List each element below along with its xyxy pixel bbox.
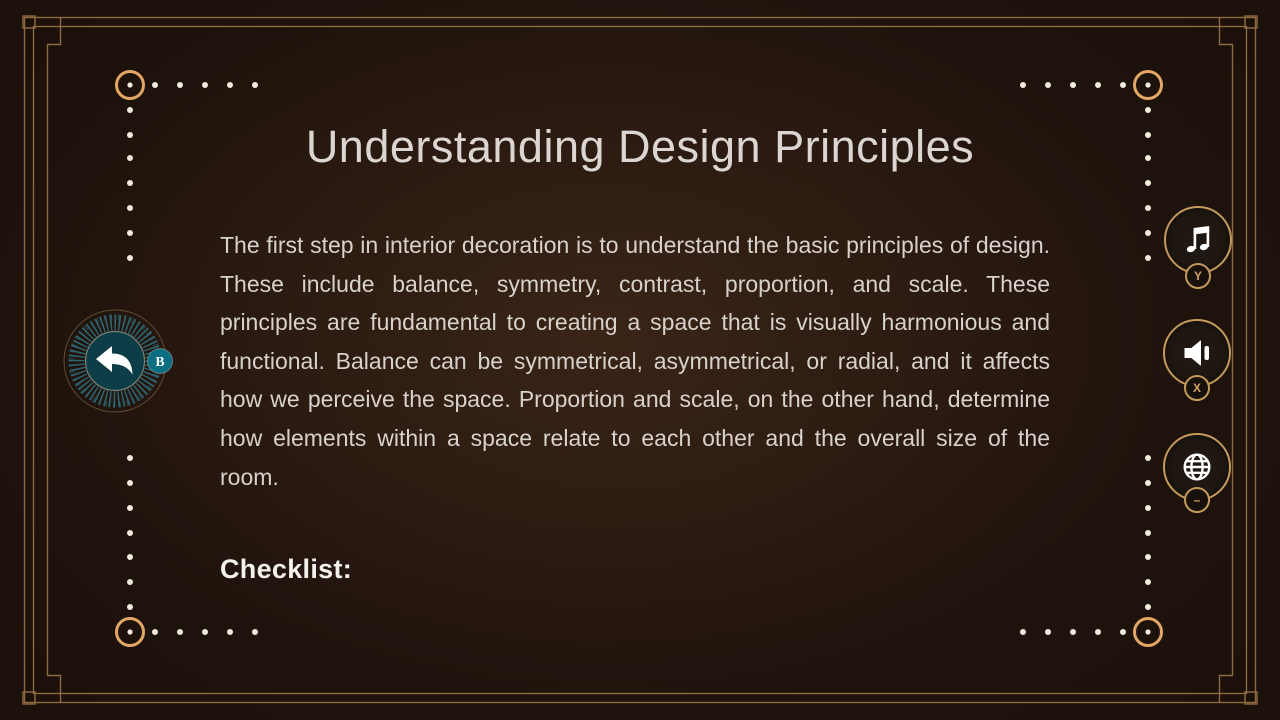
speaker-icon (1177, 333, 1217, 373)
volume-button[interactable] (1163, 319, 1231, 413)
svg-text:B: B (155, 354, 165, 369)
music-note-icon (1178, 220, 1218, 260)
gamepad-y-badge: Y (1185, 263, 1211, 289)
gamepad-minus-badge: – (1184, 487, 1210, 513)
gamepad-b-badge (148, 349, 173, 374)
music-button[interactable] (1164, 206, 1232, 300)
checklist-heading: Checklist: (220, 554, 353, 584)
globe-icon (1177, 447, 1217, 487)
slide-body-paragraph: The first step in interior decoration is to understand the basic principles of design. These include balance, symmetry, contrast, proportion, and scale. These principles are fundamental to creating a space that is visually harmonious and functional. Balance can be symmetrical, asymmetrical, or radial, and it affects how we perceive the space. Proportion and scale, on the other hand, determine how elements within a space relate to each other and the overall size of the room. (220, 232, 1050, 490)
back-button[interactable] (50, 296, 180, 426)
gamepad-x-badge: X (1184, 375, 1210, 401)
slide-title: Understanding Design Principles (305, 121, 975, 172)
language-button[interactable] (1163, 433, 1231, 527)
